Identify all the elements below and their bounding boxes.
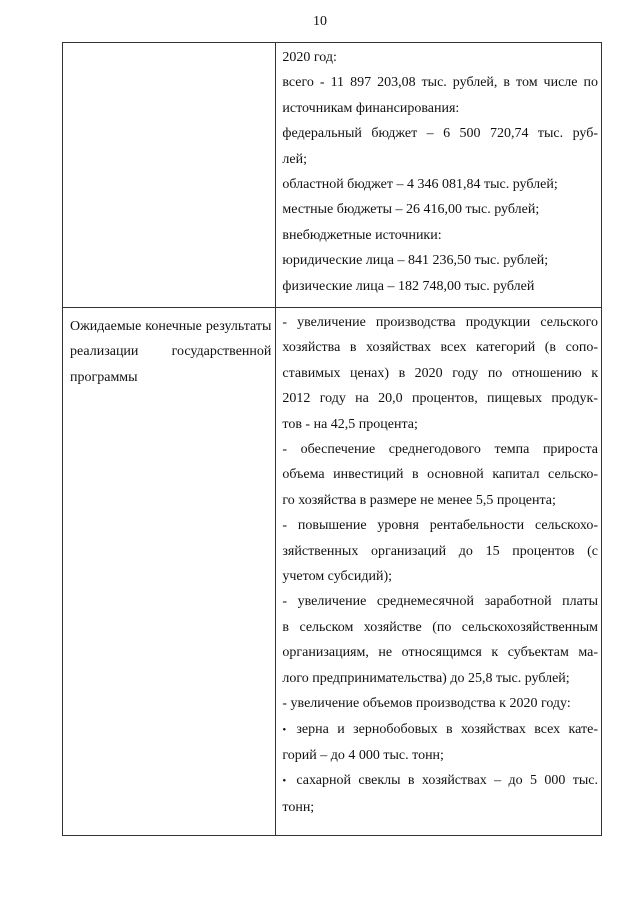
bullet-item-grain — [282, 717, 598, 743]
results-line: объема инвестиций в основной капитал сельско- — [282, 467, 598, 483]
row2-value-cell — [276, 308, 602, 836]
row1-value-cell — [276, 43, 602, 308]
results-line: лого предпринимательства) до 25,8 тыс. рублей; — [282, 670, 570, 686]
results-line: горий – до 4 000 тыс. тонн; — [282, 747, 444, 763]
results-line: учетом субсидий); — [282, 569, 393, 585]
bullet-text: сахарной свеклы в хозяйствах – до 5 000 тыс. — [296, 773, 598, 789]
financing-line: местные бюджеты – 26 416,00 тыс. рублей; — [282, 202, 540, 218]
financing-text — [276, 43, 601, 307]
page-number: 10 — [313, 14, 327, 29]
program-passport-table — [62, 42, 602, 836]
row2-label-cell — [63, 308, 276, 836]
financing-line: внебюджетные источники: — [282, 227, 442, 243]
financing-line: лей; — [282, 151, 307, 167]
row1-label — [63, 43, 275, 49]
expected-results-label: Ожидаемые конечные результаты реализации государственной программы — [70, 319, 272, 385]
results-line: - повышение уровня рентабельности сельскохо- — [282, 518, 598, 534]
financing-line: юридические лица – 841 236,50 тыс. рублей; — [282, 253, 549, 269]
results-line: - увеличение производства продукции сельского — [282, 315, 598, 330]
results-line: в сельском хозяйстве (по сельскохозяйственным — [282, 619, 598, 635]
results-line: хозяйства в хозяйствах всех категорий (в сопо- — [282, 340, 598, 356]
table-row-financing — [63, 43, 602, 308]
row1-label-cell — [63, 43, 276, 308]
results-line: - обеспечение среднегодового темпа прироста — [282, 442, 598, 458]
expected-results-text — [276, 308, 601, 835]
financing-line: источникам финансирования: — [282, 100, 460, 116]
financing-line: федеральный бюджет – 6 500 720,74 тыс. руб- — [282, 126, 598, 142]
financing-line: областной бюджет – 4 346 081,84 тыс. рублей; — [282, 177, 558, 193]
bullet-text: зерна и зернобобовых в хозяйствах всех кате- — [296, 721, 598, 737]
bullet-icon: • — [282, 775, 287, 788]
bullet-item-sugar-beet — [282, 768, 598, 794]
results-line: 2012 году на 20,0 процентов, пищевых продук- — [282, 391, 598, 407]
results-line: тонн; — [282, 799, 315, 815]
financing-line: 2020 год: — [282, 50, 337, 65]
financing-line: всего - 11 897 203,08 тыс. рублей, в том числе по — [282, 75, 598, 91]
table-row-expected-results — [63, 308, 602, 836]
results-line: тов - на 42,5 процента; — [282, 416, 418, 432]
results-line: организациям, не относящимся к субъектам ма- — [282, 645, 598, 661]
results-line: ставимых ценах) в 2020 году по отношению к — [282, 365, 598, 381]
financing-line: физические лица – 182 748,00 тыс. рублей — [282, 278, 535, 294]
results-line: зяйственных организаций до 15 процентов (с — [282, 543, 598, 559]
results-line: - увеличение объемов производства к 2020 году: — [282, 696, 571, 712]
results-line: го хозяйства в размере не менее 5,5 процента; — [282, 492, 556, 508]
results-line: - увеличение среднемесячной заработной платы — [282, 594, 598, 610]
bullet-icon: • — [282, 723, 287, 736]
